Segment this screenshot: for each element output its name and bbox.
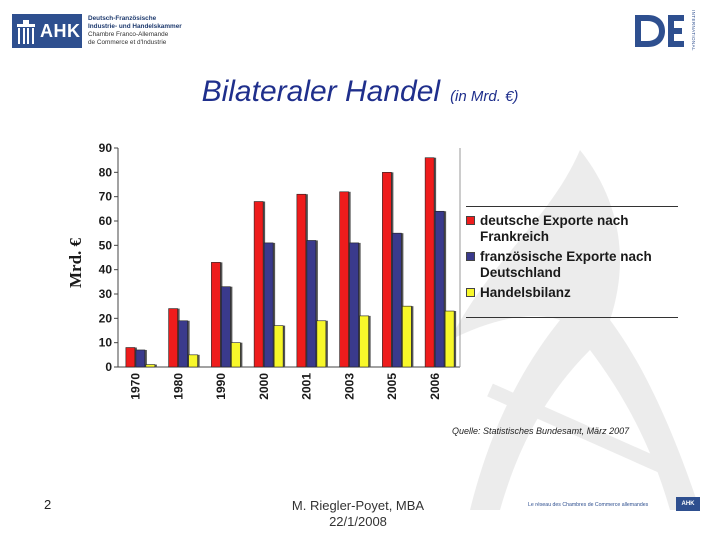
footer-ahk-badge: AHK <box>676 497 700 511</box>
bar <box>360 316 369 367</box>
chart-legend <box>466 206 678 318</box>
y-tick-label: 90 <box>98 141 112 155</box>
background-watermark <box>427 140 710 520</box>
y-tick-label: 60 <box>98 214 112 228</box>
x-tick-label: 2006 <box>427 373 442 400</box>
bar <box>146 365 155 367</box>
footer-network-text: Le réseau des Chambres de Commerce allemandes <box>528 502 649 508</box>
x-tick-label: 2001 <box>299 373 314 400</box>
bar <box>435 211 444 367</box>
y-tick-label: 50 <box>98 238 112 253</box>
title-block <box>0 75 720 109</box>
footer-author-block <box>248 498 468 530</box>
legend-swatch-yellow <box>466 288 475 297</box>
bar <box>392 233 401 367</box>
bar <box>126 348 135 367</box>
x-tick-label: 1980 <box>171 373 186 400</box>
y-tick-label: 40 <box>98 262 112 277</box>
brandenburg-gate-icon <box>16 20 36 46</box>
ahk-logo <box>12 12 182 52</box>
ahk-line: de Commerce et d'Industrie <box>88 39 167 46</box>
legend-swatch-blue <box>466 252 475 261</box>
legend-label: deutsche Exporte nach Frankreich <box>480 213 629 244</box>
bar <box>402 306 411 367</box>
page-number: 2 <box>44 497 52 512</box>
ahk-line: Deutsch-Französische <box>88 15 157 22</box>
bar <box>274 326 283 367</box>
x-tick-label: 2005 <box>385 373 400 400</box>
bar <box>382 172 391 367</box>
y-tick-label: 10 <box>98 335 112 350</box>
bar <box>264 243 273 367</box>
bar <box>340 192 349 367</box>
bar <box>425 158 434 367</box>
y-axis-label: Mrd. € <box>66 237 85 288</box>
bar <box>136 350 145 367</box>
y-tick-label: 0 <box>105 360 112 374</box>
x-tick-label: 1970 <box>128 373 143 400</box>
legend-item <box>466 249 678 281</box>
bar <box>211 262 220 367</box>
bar <box>231 343 240 367</box>
legend-label: französische Exporte nach Deutschland <box>480 249 652 280</box>
bar <box>317 321 326 367</box>
x-tick-label: 2003 <box>342 373 357 400</box>
ahk-chamber-name <box>88 15 182 47</box>
legend-swatch-red <box>466 216 475 225</box>
bar <box>221 287 230 367</box>
y-tick-label: 70 <box>98 189 112 204</box>
bar <box>169 309 178 367</box>
bar <box>307 240 316 367</box>
bar <box>350 243 359 367</box>
source-note: Quelle: Statistisches Bundesamt, März 2007 <box>452 426 630 436</box>
y-tick-label: 20 <box>98 311 112 326</box>
footer-date: 22/1/2008 <box>329 514 387 529</box>
legend-item <box>466 285 678 301</box>
bar-chart <box>60 130 470 410</box>
ahk-line: Chambre Franco-Allemande <box>88 31 169 38</box>
bar <box>445 311 454 367</box>
ahk-badge-label: AHK <box>40 21 81 41</box>
legend-item <box>466 213 678 245</box>
ahk-line: Industrie- und Handelskammer <box>88 23 182 30</box>
page-subtitle: (in Mrd. €) <box>450 88 519 105</box>
ahk-badge <box>12 14 82 48</box>
bar <box>297 194 306 367</box>
x-tick-label: 2000 <box>256 373 271 400</box>
x-tick-label: 1990 <box>214 373 229 400</box>
legend-label: Handelsbilanz <box>480 285 571 300</box>
footer-author: M. Riegler-Poyet, MBA <box>291 498 425 513</box>
bar <box>254 202 263 367</box>
page-title: Bilateraler Handel <box>201 75 441 108</box>
y-tick-label: 80 <box>98 165 112 180</box>
de-logo-subtitle: INTERNATIONAL <box>691 10 696 51</box>
bar <box>189 355 198 367</box>
y-tick-label: 30 <box>98 287 112 301</box>
bar <box>179 321 188 367</box>
